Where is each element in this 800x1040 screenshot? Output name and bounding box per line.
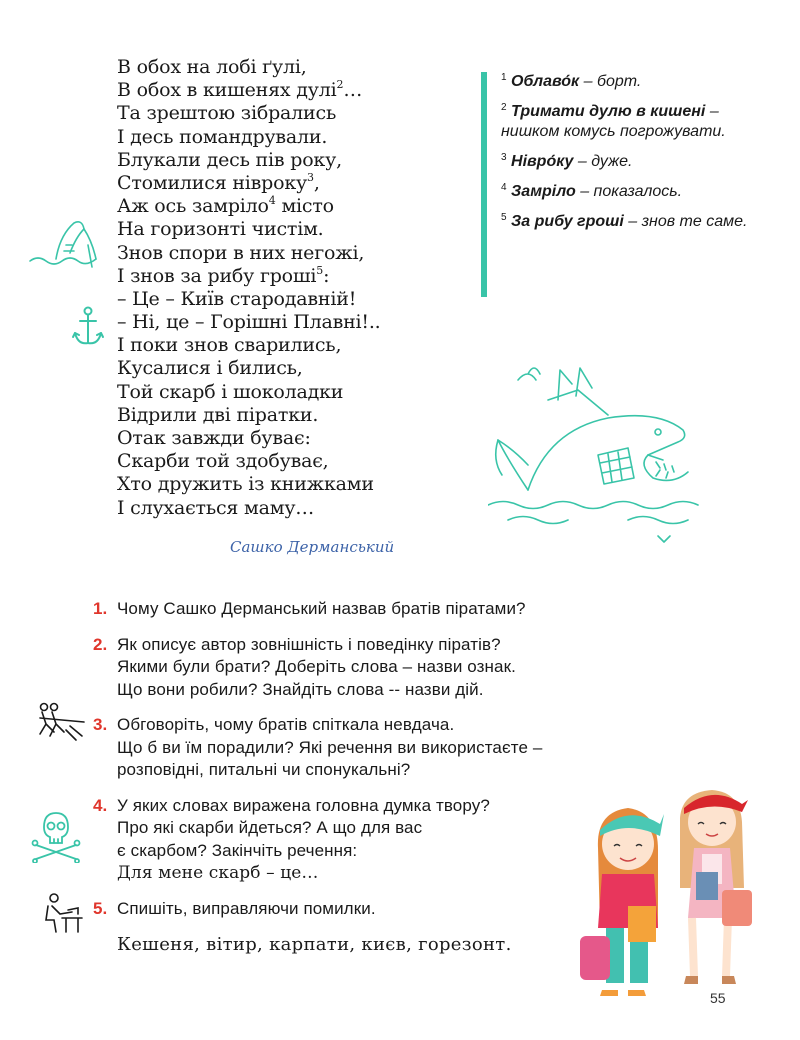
question-4 [93, 795, 653, 885]
glossary-accent-bar [481, 72, 487, 297]
wave-icon [26, 215, 104, 273]
footnote: $^2$ Тримати дулю в кишені – нишком комусь погрожувати. [501, 102, 726, 140]
poem-line: Відрили дві піратки. [117, 403, 319, 426]
poem-line: І слухається маму… [117, 496, 315, 519]
question-text: Обговоріть, чому братів спіткала невдача. [117, 715, 455, 734]
questions [93, 598, 653, 957]
poem-line: В обох в кишенях дулі$^2$… [117, 78, 363, 102]
footnote: $^3$ Нівро́ку – дуже. [501, 152, 633, 170]
sentence-starter: Для мене скарб – це… [117, 863, 319, 883]
poem-line: І десь помандрували. [117, 125, 328, 148]
tug-of-war-icon [36, 702, 88, 742]
poem-line: Той скарб і шоколадки [117, 380, 344, 403]
question-text: Спишіть, виправляючи помилки. [117, 898, 376, 918]
poem-line: Отак завжди буває: [117, 427, 311, 449]
question-number: 3. [93, 715, 108, 734]
poem [117, 56, 447, 520]
poem-line: Блукали десь пів року, [117, 148, 342, 171]
skull-crossbones-icon [30, 805, 82, 863]
question-number: 2. [93, 634, 108, 654]
poem-line: Знов спори в них негожі, [117, 241, 365, 264]
question-text: Про які скарби йдеться? А що для вас [117, 818, 423, 837]
poem-line: І знов за рибу гроші$^5$: [117, 263, 330, 287]
whale-ship-illustration [488, 360, 703, 545]
poem-line: Хто дружить із книжками [117, 473, 374, 496]
footnote: $^4$ Замріло – показалось. [501, 182, 683, 200]
poem-author: Сашко Дерманський [230, 538, 395, 556]
question-number: 1. [93, 599, 108, 618]
footnote: $^5$ За рибу гроші – знов те саме. [501, 212, 748, 230]
poem-line: Аж ось замріло$^4$ місто [117, 194, 334, 218]
question-5 [93, 898, 653, 957]
question-3 [93, 714, 653, 782]
question-1 [93, 598, 653, 621]
question-text: Як описує автор зовнішність і поведінку піратів? [117, 634, 501, 654]
page-number: 55 [710, 990, 726, 1006]
pirate-girls-illustration [572, 778, 772, 1003]
question-2 [93, 634, 653, 702]
footnote: $^1$ Облаво́к – борт. [501, 72, 642, 90]
poem-line: На горизонті чистім. [117, 218, 324, 241]
question-text: У яких словах виражена головна думка твору? [117, 795, 490, 815]
poem-line: Та зрештою зібрались [117, 102, 337, 125]
poem-line: Стомилися нівроку$^3$, [117, 170, 320, 194]
poem-line: В обох на лобі ґулі, [117, 56, 307, 78]
question-number: 4. [93, 795, 108, 815]
question-text: розповідні, питальні чи спонукальні? [117, 760, 411, 779]
exercise-words: Кешеня, вітир, карпати, києв, горезонт. [117, 934, 512, 955]
glossary [501, 72, 766, 242]
question-text: Якими були брати? Доберіть слова – назви ознак. [117, 657, 516, 676]
poem-line: – Ні, це – Горішні Плавні!.. [117, 311, 381, 334]
anchor-icon [70, 305, 106, 349]
question-number: 5. [93, 898, 108, 918]
poem-line: – Це – Київ стародавній! [117, 287, 357, 310]
poem-line: І поки знов сварились, [117, 334, 342, 357]
question-text: Що б ви їм порадили? Які речення ви використаєте – [117, 737, 543, 757]
question-text: є скарбом? Закінчіть речення: [117, 840, 358, 860]
question-text: Що вони робили? Знайдіть слова -- назви дій. [117, 679, 484, 699]
student-writing-icon [38, 892, 84, 934]
poem-line: Скарби той здобуває, [117, 450, 329, 473]
poem-line: Кусалися і бились, [117, 357, 303, 380]
question-text: Чому Сашко Дерманський назвав братів піратами? [117, 599, 526, 618]
